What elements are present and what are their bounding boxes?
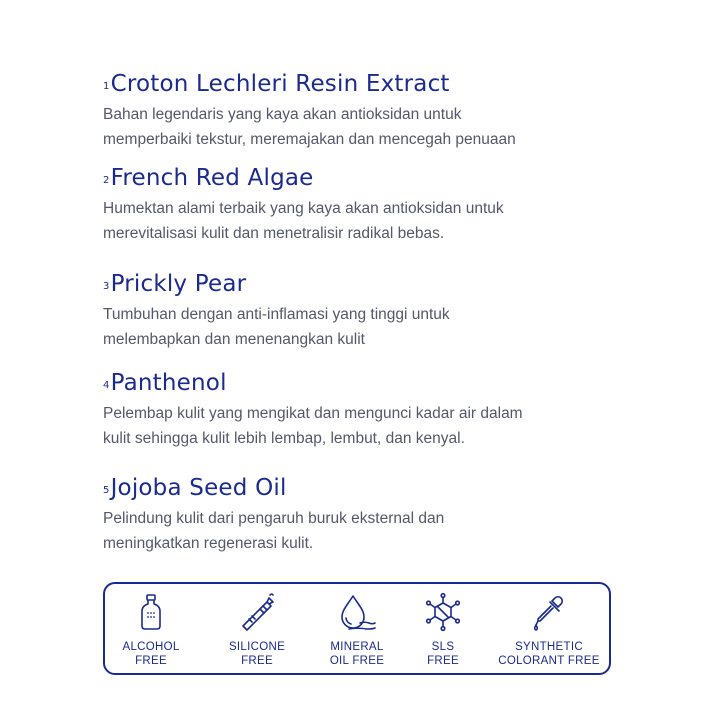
description-line: merevitalisasi kulit dan menetralisir radikal bebas.: [103, 225, 445, 242]
oil-drop-icon: [335, 592, 379, 632]
ingredient-3: [103, 270, 663, 352]
ingredient-5: [103, 474, 663, 556]
ingredient-1: [103, 70, 663, 152]
ingredient-2: [103, 164, 663, 246]
description-line: melembapkan dan menenangkan kulit: [103, 331, 365, 348]
ingredient-number: 4: [103, 380, 110, 391]
ingredient-number: 2: [103, 175, 110, 186]
ingredient-name: Croton Lechleri Resin Extract: [110, 71, 450, 97]
ingredient-number: 1: [103, 81, 110, 92]
free-label-line: MINERAL: [330, 641, 384, 653]
free-label: [103, 640, 199, 668]
free-label: [209, 640, 305, 668]
description-line: Tumbuhan dengan anti-inflamasi yang tinggi untuk: [103, 306, 450, 323]
bottle-icon: [131, 592, 171, 632]
free-label-line: COLORANT FREE: [498, 655, 600, 667]
description-line: meningkatkan regenerasi kulit.: [103, 535, 314, 552]
free-label-line: SILICONE: [228, 641, 286, 653]
free-item-synthetic-colorant: [487, 592, 611, 668]
ingredient-number: 3: [103, 281, 110, 292]
ingredient-number: 5: [103, 485, 110, 496]
ingredient-description: [103, 102, 663, 152]
free-label-line: FREE: [135, 655, 167, 667]
ingredient-title: [103, 164, 663, 192]
description-line: kulit sehingga kulit lebih lembap, lembut, dan kenyal.: [103, 430, 465, 447]
free-label: [487, 640, 611, 668]
ingredient-description: [103, 401, 663, 451]
description-line: Pelindung kulit dari pengaruh buruk eksternal dan: [103, 510, 445, 527]
ingredient-description: [103, 302, 663, 352]
pipette-icon: [529, 592, 569, 632]
molecule-icon: [423, 592, 463, 632]
ingredient-description: [103, 506, 663, 556]
ingredient-description: [103, 196, 663, 246]
free-label-line: FREE: [427, 655, 459, 667]
ingredient-title: [103, 70, 663, 98]
free-label: [309, 640, 405, 668]
ingredient-name: Panthenol: [110, 370, 227, 396]
free-item-silicone: [209, 592, 305, 668]
free-label-line: SYNTHETIC: [515, 641, 583, 653]
free-item-alcohol: [103, 592, 199, 668]
free-label-line: OIL FREE: [329, 655, 385, 667]
free-label-line: FREE: [241, 655, 273, 667]
free-from-panel: [103, 582, 611, 675]
description-line: Bahan legendaris yang kaya akan antioksidan untuk: [103, 106, 462, 123]
free-label-line: SLS: [431, 641, 455, 653]
dropper-tube-icon: [237, 592, 277, 632]
ingredient-title: [103, 369, 663, 397]
free-item-sls: [395, 592, 491, 668]
free-item-mineral-oil: [309, 592, 405, 668]
description-line: Pelembap kulit yang mengikat dan mengunci kadar air dalam: [103, 405, 523, 422]
description-line: Humektan alami terbaik yang kaya akan antioksidan untuk: [103, 200, 504, 217]
ingredient-name: Prickly Pear: [110, 271, 247, 297]
free-label-line: ALCOHOL: [122, 641, 180, 653]
description-line: memperbaiki tekstur, meremajakan dan mencegah penuaan: [103, 131, 516, 148]
ingredient-title: [103, 474, 663, 502]
free-label: [395, 640, 491, 668]
ingredient-name: Jojoba Seed Oil: [110, 475, 287, 501]
ingredient-title: [103, 270, 663, 298]
ingredient-4: [103, 369, 663, 451]
ingredient-name: French Red Algae: [110, 165, 314, 191]
